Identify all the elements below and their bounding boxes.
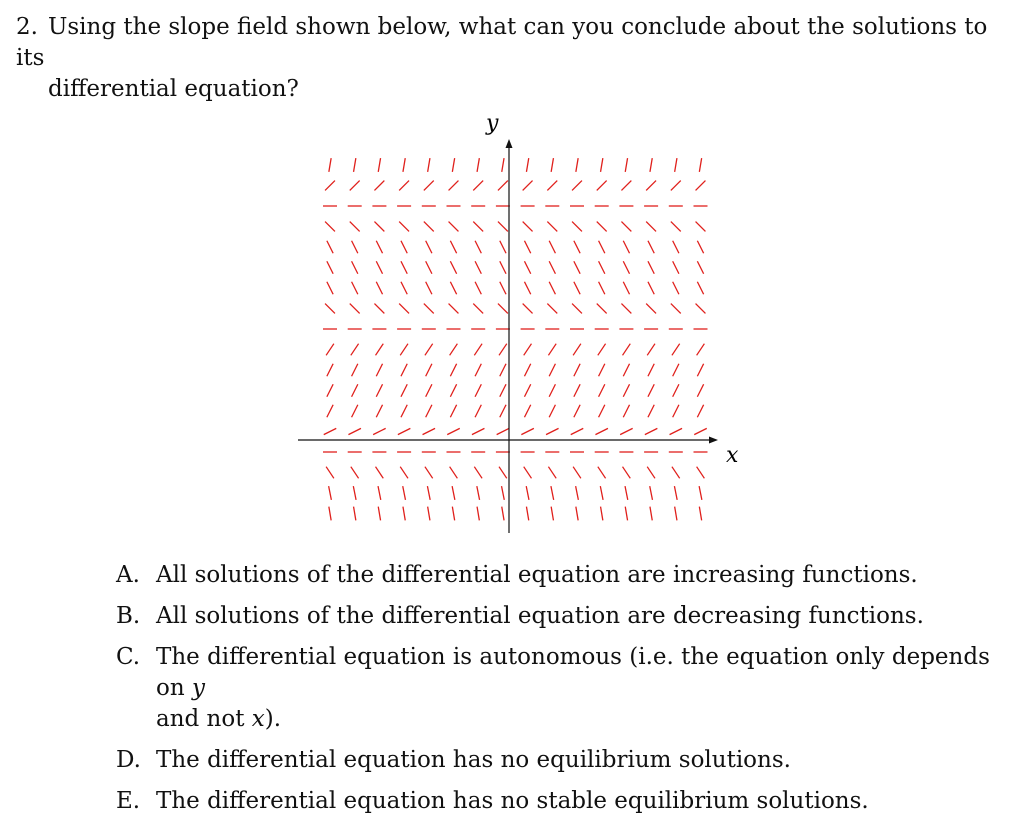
- slope-segment: [600, 486, 603, 500]
- slope-segment: [551, 507, 553, 521]
- slope-segment: [699, 158, 701, 172]
- choice-d[interactable]: [116, 745, 1016, 776]
- slope-segment: [625, 158, 627, 172]
- answer-choices: [116, 560, 1016, 827]
- slope-segment: [670, 428, 683, 434]
- slope-segment: [699, 486, 702, 500]
- slope-segment: [424, 222, 434, 232]
- slope-segment: [352, 241, 358, 254]
- slope-segment: [452, 158, 454, 172]
- slope-segment: [547, 181, 557, 191]
- slope-segment: [350, 304, 360, 314]
- slope-segment: [623, 282, 629, 295]
- slope-segment: [426, 241, 432, 254]
- slope-segment: [401, 241, 407, 254]
- choice-c[interactable]: [116, 642, 1016, 735]
- slope-segment: [675, 507, 677, 521]
- slope-segment: [696, 304, 706, 314]
- slope-segment: [329, 486, 332, 500]
- slope-segment: [500, 241, 506, 254]
- slope-segment: [599, 405, 605, 418]
- choice-b-text: All solutions of the differential equation are decreasing functions.: [156, 603, 924, 629]
- slope-segment: [401, 384, 407, 397]
- slope-segment: [450, 241, 456, 254]
- slope-segment: [327, 405, 333, 418]
- slope-segment: [354, 507, 356, 521]
- slope-segment: [499, 344, 507, 356]
- slope-segment: [576, 507, 578, 521]
- slope-segment: [325, 304, 335, 314]
- slope-segment: [549, 241, 555, 254]
- slope-segment: [475, 364, 481, 377]
- slope-segment: [523, 222, 533, 232]
- slope-segment: [521, 428, 534, 434]
- slope-segment: [524, 364, 530, 377]
- slope-segment: [524, 344, 532, 356]
- slope-segment: [499, 467, 507, 479]
- slope-segment: [452, 507, 454, 521]
- slope-segment: [426, 384, 432, 397]
- slope-segment: [376, 364, 382, 377]
- slope-segment: [399, 181, 409, 191]
- slope-segment: [352, 282, 358, 295]
- slope-segment: [623, 405, 629, 418]
- slope-segment: [648, 241, 654, 254]
- slope-segment: [675, 158, 677, 172]
- slope-segment: [572, 304, 582, 314]
- slope-segment: [376, 344, 384, 356]
- slope-segment: [350, 181, 360, 191]
- slope-segment: [498, 222, 508, 232]
- slope-segment: [648, 282, 654, 295]
- slope-segment: [351, 467, 359, 479]
- slope-segment: [423, 428, 436, 434]
- slope-segment: [551, 486, 554, 500]
- slope-segment: [502, 486, 505, 500]
- slope-segment: [648, 364, 654, 377]
- slope-segment: [599, 261, 605, 274]
- slope-segment: [623, 467, 631, 479]
- slope-segment: [621, 181, 631, 191]
- slope-segment: [671, 304, 681, 314]
- slope-segment: [646, 222, 656, 232]
- slope-segment: [352, 261, 358, 274]
- slope-segment: [403, 158, 405, 172]
- slope-segment: [376, 467, 384, 479]
- slope-segment: [672, 344, 680, 356]
- slope-segment: [475, 282, 481, 295]
- slope-segment: [549, 261, 555, 274]
- slope-segment: [647, 467, 655, 479]
- slope-segment: [475, 241, 481, 254]
- slope-segment: [524, 261, 530, 274]
- slope-segment: [574, 282, 580, 295]
- slope-segment: [374, 304, 384, 314]
- slope-segment: [498, 304, 508, 314]
- slope-segment: [697, 241, 703, 254]
- slope-segment: [497, 428, 510, 434]
- slope-segment: [599, 364, 605, 377]
- slope-segment: [325, 181, 335, 191]
- slope-segment: [475, 405, 481, 418]
- slope-segment: [378, 507, 380, 521]
- slope-segment: [450, 384, 456, 397]
- slope-segment: [324, 428, 337, 434]
- slope-segment: [401, 405, 407, 418]
- slope-segment: [598, 344, 606, 356]
- slope-segment: [650, 486, 653, 500]
- slope-segment: [671, 222, 681, 232]
- slope-segment: [694, 428, 707, 434]
- slope-segment: [696, 222, 706, 232]
- slope-segment: [673, 364, 679, 377]
- slope-field-figure: [290, 105, 740, 545]
- slope-segment: [572, 222, 582, 232]
- slope-segment: [572, 181, 582, 191]
- slope-field-segments: [323, 158, 708, 520]
- slope-segment: [573, 467, 581, 479]
- slope-segment: [551, 158, 553, 172]
- slope-segment: [621, 304, 631, 314]
- question-number: 2.: [16, 14, 38, 40]
- slope-segment: [650, 507, 652, 521]
- slope-segment: [474, 344, 482, 356]
- slope-segment: [574, 241, 580, 254]
- slope-segment: [473, 304, 483, 314]
- choice-c-text-1: The differential equation is autonomous (i.e. the equation only depends on: [156, 644, 990, 701]
- slope-segment: [524, 405, 530, 418]
- slope-segment: [620, 428, 633, 434]
- slope-segment: [348, 428, 361, 434]
- slope-segment: [599, 282, 605, 295]
- slope-segment: [475, 384, 481, 397]
- slope-segment: [524, 241, 530, 254]
- x-axis-label: x: [726, 443, 739, 468]
- slope-segment: [524, 282, 530, 295]
- slope-segment: [398, 428, 411, 434]
- slope-segment: [625, 507, 627, 521]
- slope-segment: [549, 282, 555, 295]
- choice-c-var-x: x: [251, 706, 265, 732]
- slope-segment: [576, 486, 579, 500]
- slope-segment: [376, 282, 382, 295]
- slope-segment: [399, 222, 409, 232]
- slope-segment: [400, 467, 408, 479]
- choice-b-letter: B.: [116, 603, 141, 629]
- slope-segment: [646, 181, 656, 191]
- slope-segment: [500, 405, 506, 418]
- slope-segment: [574, 261, 580, 274]
- slope-segment: [697, 384, 703, 397]
- slope-segment: [546, 428, 559, 434]
- slope-segment: [597, 304, 607, 314]
- slope-segment: [574, 364, 580, 377]
- slope-segment: [595, 428, 608, 434]
- slope-segment: [474, 467, 482, 479]
- slope-segment: [327, 364, 333, 377]
- slope-segment: [327, 261, 333, 274]
- slope-segment: [327, 282, 333, 295]
- choice-a[interactable]: [116, 560, 1016, 591]
- slope-segment: [548, 467, 556, 479]
- slope-segment: [673, 405, 679, 418]
- slope-segment: [450, 405, 456, 418]
- slope-segment: [598, 467, 606, 479]
- slope-segment: [674, 486, 677, 500]
- choice-e-letter: E.: [116, 788, 141, 814]
- slope-segment: [449, 181, 459, 191]
- slope-segment: [601, 158, 603, 172]
- slope-segment: [621, 222, 631, 232]
- slope-segment: [424, 304, 434, 314]
- slope-segment: [376, 261, 382, 274]
- slope-segment: [473, 181, 483, 191]
- choice-a-letter: A.: [116, 562, 140, 588]
- slope-segment: [500, 384, 506, 397]
- slope-segment: [502, 158, 504, 172]
- slope-segment: [673, 282, 679, 295]
- slope-segment: [447, 428, 460, 434]
- slope-segment: [645, 428, 658, 434]
- slope-segment: [498, 181, 508, 191]
- slope-segment: [477, 486, 480, 500]
- slope-segment: [425, 467, 433, 479]
- slope-segment: [549, 364, 555, 377]
- slope-segment: [523, 304, 533, 314]
- slope-segment: [400, 344, 408, 356]
- slope-segment: [573, 344, 581, 356]
- slope-segment: [526, 158, 528, 172]
- slope-segment: [549, 405, 555, 418]
- slope-segment: [403, 486, 406, 500]
- slope-segment: [352, 405, 358, 418]
- choice-e-text: The differential equation has no stable equilibrium solutions.: [156, 788, 869, 814]
- slope-segment: [673, 241, 679, 254]
- slope-segment: [526, 486, 529, 500]
- choice-e[interactable]: [116, 786, 1016, 817]
- slope-segment: [475, 261, 481, 274]
- slope-segment: [327, 241, 333, 254]
- slope-segment: [699, 507, 701, 521]
- slope-segment: [450, 282, 456, 295]
- slope-segment: [548, 344, 556, 356]
- slope-segment: [403, 507, 405, 521]
- slope-segment: [500, 364, 506, 377]
- slope-segment: [648, 261, 654, 274]
- slope-segment: [625, 486, 628, 500]
- slope-segment: [325, 222, 335, 232]
- slope-segment: [526, 507, 528, 521]
- slope-segment: [524, 384, 530, 397]
- slope-segment: [477, 507, 479, 521]
- choice-d-letter: D.: [116, 747, 141, 773]
- slope-segment: [428, 507, 430, 521]
- slope-segment: [547, 222, 557, 232]
- slope-segment: [374, 222, 384, 232]
- choice-c-letter: C.: [116, 644, 141, 670]
- slope-segment: [697, 344, 705, 356]
- slope-segment: [452, 486, 455, 500]
- slope-segment: [329, 158, 331, 172]
- question-stem-line2: differential equation?: [48, 76, 299, 102]
- slope-segment: [574, 405, 580, 418]
- slope-segment: [376, 241, 382, 254]
- slope-segment: [547, 304, 557, 314]
- slope-segment: [623, 261, 629, 274]
- slope-segment: [623, 241, 629, 254]
- slope-segment: [574, 384, 580, 397]
- x-axis-arrow-icon: [709, 437, 718, 444]
- slope-segment: [327, 384, 333, 397]
- slope-segment: [477, 158, 479, 172]
- slope-segment: [599, 384, 605, 397]
- slope-segment: [576, 158, 578, 172]
- slope-segment: [502, 507, 504, 521]
- slope-segment: [697, 364, 703, 377]
- slope-segment: [401, 282, 407, 295]
- slope-segment: [426, 261, 432, 274]
- slope-segment: [697, 467, 705, 479]
- slope-segment: [601, 507, 603, 521]
- slope-segment: [424, 181, 434, 191]
- question: [16, 12, 1006, 105]
- slope-segment: [500, 261, 506, 274]
- slope-segment: [623, 344, 631, 356]
- slope-segment: [353, 486, 356, 500]
- slope-segment: [697, 282, 703, 295]
- slope-segment: [376, 405, 382, 418]
- slope-segment: [673, 384, 679, 397]
- slope-segment: [472, 428, 485, 434]
- slope-segment: [401, 261, 407, 274]
- choice-c-text-2: and not: [156, 706, 252, 732]
- slope-segment: [376, 384, 382, 397]
- slope-segment: [500, 282, 506, 295]
- slope-segment: [672, 467, 680, 479]
- slope-segment: [350, 222, 360, 232]
- slope-segment: [329, 507, 331, 521]
- slope-segment: [671, 181, 681, 191]
- slope-segment: [623, 384, 629, 397]
- slope-segment: [650, 158, 652, 172]
- slope-segment: [450, 344, 458, 356]
- slope-segment: [326, 344, 334, 356]
- slope-segment: [373, 428, 386, 434]
- slope-segment: [427, 486, 430, 500]
- slope-segment: [378, 486, 381, 500]
- y-axis-label: y: [486, 111, 499, 136]
- slope-segment: [378, 158, 380, 172]
- choice-a-text: All solutions of the differential equation are increasing functions.: [156, 562, 918, 588]
- slope-segment: [450, 467, 458, 479]
- slope-segment: [425, 344, 433, 356]
- slope-segment: [426, 405, 432, 418]
- slope-segment: [697, 405, 703, 418]
- slope-segment: [696, 181, 706, 191]
- slope-segment: [599, 241, 605, 254]
- slope-segment: [597, 222, 607, 232]
- slope-segment: [673, 261, 679, 274]
- slope-segment: [648, 405, 654, 418]
- slope-segment: [352, 384, 358, 397]
- slope-segment: [449, 222, 459, 232]
- slope-segment: [571, 428, 584, 434]
- slope-segment: [426, 364, 432, 377]
- slope-segment: [449, 304, 459, 314]
- slope-segment: [450, 261, 456, 274]
- slope-segment: [450, 364, 456, 377]
- slope-segment: [524, 467, 532, 479]
- slope-segment: [401, 364, 407, 377]
- slope-segment: [648, 384, 654, 397]
- choice-b[interactable]: [116, 601, 1016, 632]
- slope-segment: [473, 222, 483, 232]
- slope-segment: [399, 304, 409, 314]
- slope-segment: [351, 344, 359, 356]
- slope-segment: [549, 384, 555, 397]
- choice-c-text-end: ).: [264, 706, 282, 732]
- slope-segment: [354, 158, 356, 172]
- question-stem-line1: Using the slope field shown below, what can you conclude about the solutions to its: [16, 14, 988, 71]
- y-axis-arrow-icon: [506, 139, 513, 148]
- choice-c-var-y: y: [191, 675, 205, 701]
- slope-segment: [426, 282, 432, 295]
- slope-segment: [646, 304, 656, 314]
- choice-d-text: The differential equation has no equilibrium solutions.: [156, 747, 791, 773]
- slope-segment: [697, 261, 703, 274]
- slope-segment: [623, 364, 629, 377]
- slope-segment: [352, 364, 358, 377]
- slope-segment: [428, 158, 430, 172]
- slope-segment: [523, 181, 533, 191]
- slope-segment: [597, 181, 607, 191]
- slope-segment: [374, 181, 384, 191]
- slope-segment: [647, 344, 655, 356]
- slope-segment: [326, 467, 334, 479]
